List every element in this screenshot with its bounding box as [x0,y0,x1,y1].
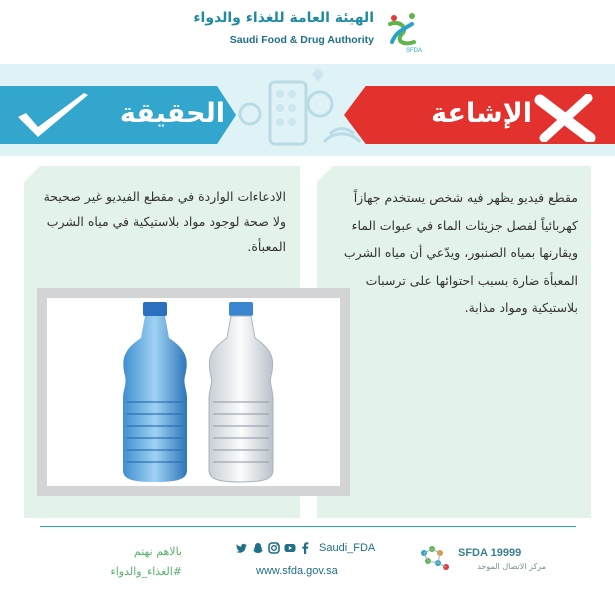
instagram-icon[interactable] [268,542,280,554]
page-header [0,0,615,62]
truth-statement: الادعاءات الواردة في مقطع الفيديو غير صحيحة ولا صحة لوجود مواد بلاستيكية في مياه الشرب المعبأة. [43,189,286,254]
title-banner [0,64,615,156]
website-link[interactable]: www.sfda.gov.sa [256,565,338,577]
social-handle[interactable]: Saudi_FDA [319,542,376,554]
footer-divider [40,526,576,527]
check-icon [14,91,92,143]
org-name-arabic: الهيئة العامة للغذاء والدواء [193,10,374,26]
hashtag-text[interactable]: #الغذاء_والدواء [110,565,182,578]
sfda-logo-icon [382,10,426,56]
social-media-decoration-icon [220,64,370,156]
rumor-panel-corner [317,166,333,182]
blue-bottle-icon [123,302,187,482]
snapchat-icon[interactable] [252,542,264,554]
truth-panel-corner [24,166,40,182]
truth-title: الحقيقة [119,98,225,129]
tagline-text: بالاهم نهتم [133,545,182,558]
x-icon [534,94,596,142]
logo-caption: SFDA [406,48,423,54]
twitter-icon[interactable] [236,542,248,554]
clear-bottle-icon [209,302,273,482]
org-name-english: Saudi Food & Drug Authority [229,34,374,46]
rumor-title: الإشاعة [431,98,532,129]
call-center-number[interactable]: SFDA 19999 [458,547,522,559]
youtube-icon[interactable] [284,542,296,554]
facebook-icon[interactable] [300,542,310,554]
call-center-label: مركز الاتصال الموحد [477,562,546,571]
sfda-call-center-icon [418,545,454,575]
water-bottles-photo [47,298,340,486]
rumor-statement: مقطع فيديو يظهر فيه شخص يستخدم جهازاً كهربائياً لفصل جزيئات الماء في عبوات الماء ويقارنها بمياه الصنبور، ويدّعي أن مياه الشرب المعبأة ضارة بسبب احتوائها على ترسبات بلاستيكية ومواد مذابة. [343,190,578,315]
